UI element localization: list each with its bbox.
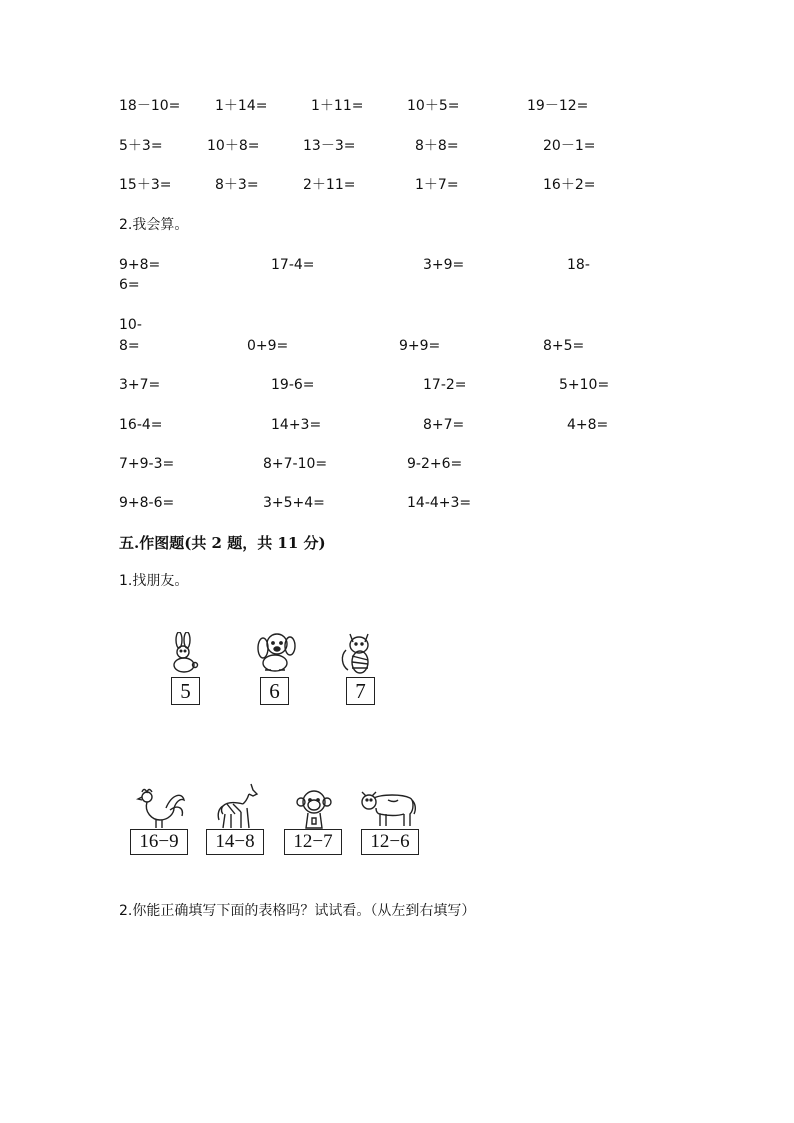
- problem: 13－3=: [303, 138, 356, 154]
- problem: 8+7-10=: [263, 456, 328, 472]
- problem: 8+7=: [423, 417, 465, 433]
- cow-icon: [358, 786, 418, 830]
- number-box: 5: [171, 677, 200, 705]
- rooster-icon: [134, 786, 186, 830]
- problem: 10＋5=: [407, 98, 460, 114]
- horse-icon: [215, 782, 261, 830]
- question-title: 2.我会算。: [119, 217, 189, 233]
- problem: 3+9=: [423, 257, 465, 273]
- number-box: 6: [260, 677, 289, 705]
- rabbit-icon: [166, 632, 202, 674]
- problem: 8＋3=: [215, 177, 259, 193]
- problem: 10-: [119, 317, 142, 333]
- problem: 9+8-6=: [119, 495, 175, 511]
- problem: 10＋8=: [207, 138, 260, 154]
- expression-box: 16−9: [130, 829, 188, 855]
- problem: 19－12=: [527, 98, 589, 114]
- problem: 3+5+4=: [263, 495, 325, 511]
- problem: 2＋11=: [303, 177, 356, 193]
- expression-box: 12−6: [361, 829, 419, 855]
- problem: 15＋3=: [119, 177, 172, 193]
- problem: 16＋2=: [543, 177, 596, 193]
- cat-icon: [338, 630, 380, 676]
- problem: 4+8=: [567, 417, 609, 433]
- problem: 8=: [119, 338, 140, 354]
- expression-box: 14−8: [206, 829, 264, 855]
- monkey-icon: [292, 788, 336, 830]
- problem: 6=: [119, 277, 140, 293]
- problem: 9-2+6=: [407, 456, 463, 472]
- problem: 8＋8=: [415, 138, 459, 154]
- problem: 1＋14=: [215, 98, 268, 114]
- problem: 14-4+3=: [407, 495, 472, 511]
- problem: 20－1=: [543, 138, 596, 154]
- problem: 9+9=: [399, 338, 441, 354]
- number-box: 7: [346, 677, 375, 705]
- problem: 9+8=: [119, 257, 161, 273]
- question-title: 1.找朋友。: [119, 573, 189, 589]
- problem: 5+10=: [559, 377, 610, 393]
- problem: 3+7=: [119, 377, 161, 393]
- problem: 17-2=: [423, 377, 467, 393]
- problem: 8+5=: [543, 338, 585, 354]
- question-title: 2.你能正确填写下面的表格吗？试试看。（从左到右填写）: [119, 903, 476, 919]
- dog-icon: [253, 630, 299, 674]
- problem: 7+9-3=: [119, 456, 175, 472]
- problem: 14+3=: [271, 417, 322, 433]
- problem: 1＋11=: [311, 98, 364, 114]
- expression-box: 12−7: [284, 829, 342, 855]
- problem: 17-4=: [271, 257, 315, 273]
- problem: 1＋7=: [415, 177, 459, 193]
- problem: 18-: [567, 257, 590, 273]
- problem: 5＋3=: [119, 138, 163, 154]
- problem: 16-4=: [119, 417, 163, 433]
- problem: 0+9=: [247, 338, 289, 354]
- problem: 18－10=: [119, 98, 181, 114]
- section-title: 五.作图题(共 2 题，共 11 分): [119, 534, 326, 552]
- problem: 19-6=: [271, 377, 315, 393]
